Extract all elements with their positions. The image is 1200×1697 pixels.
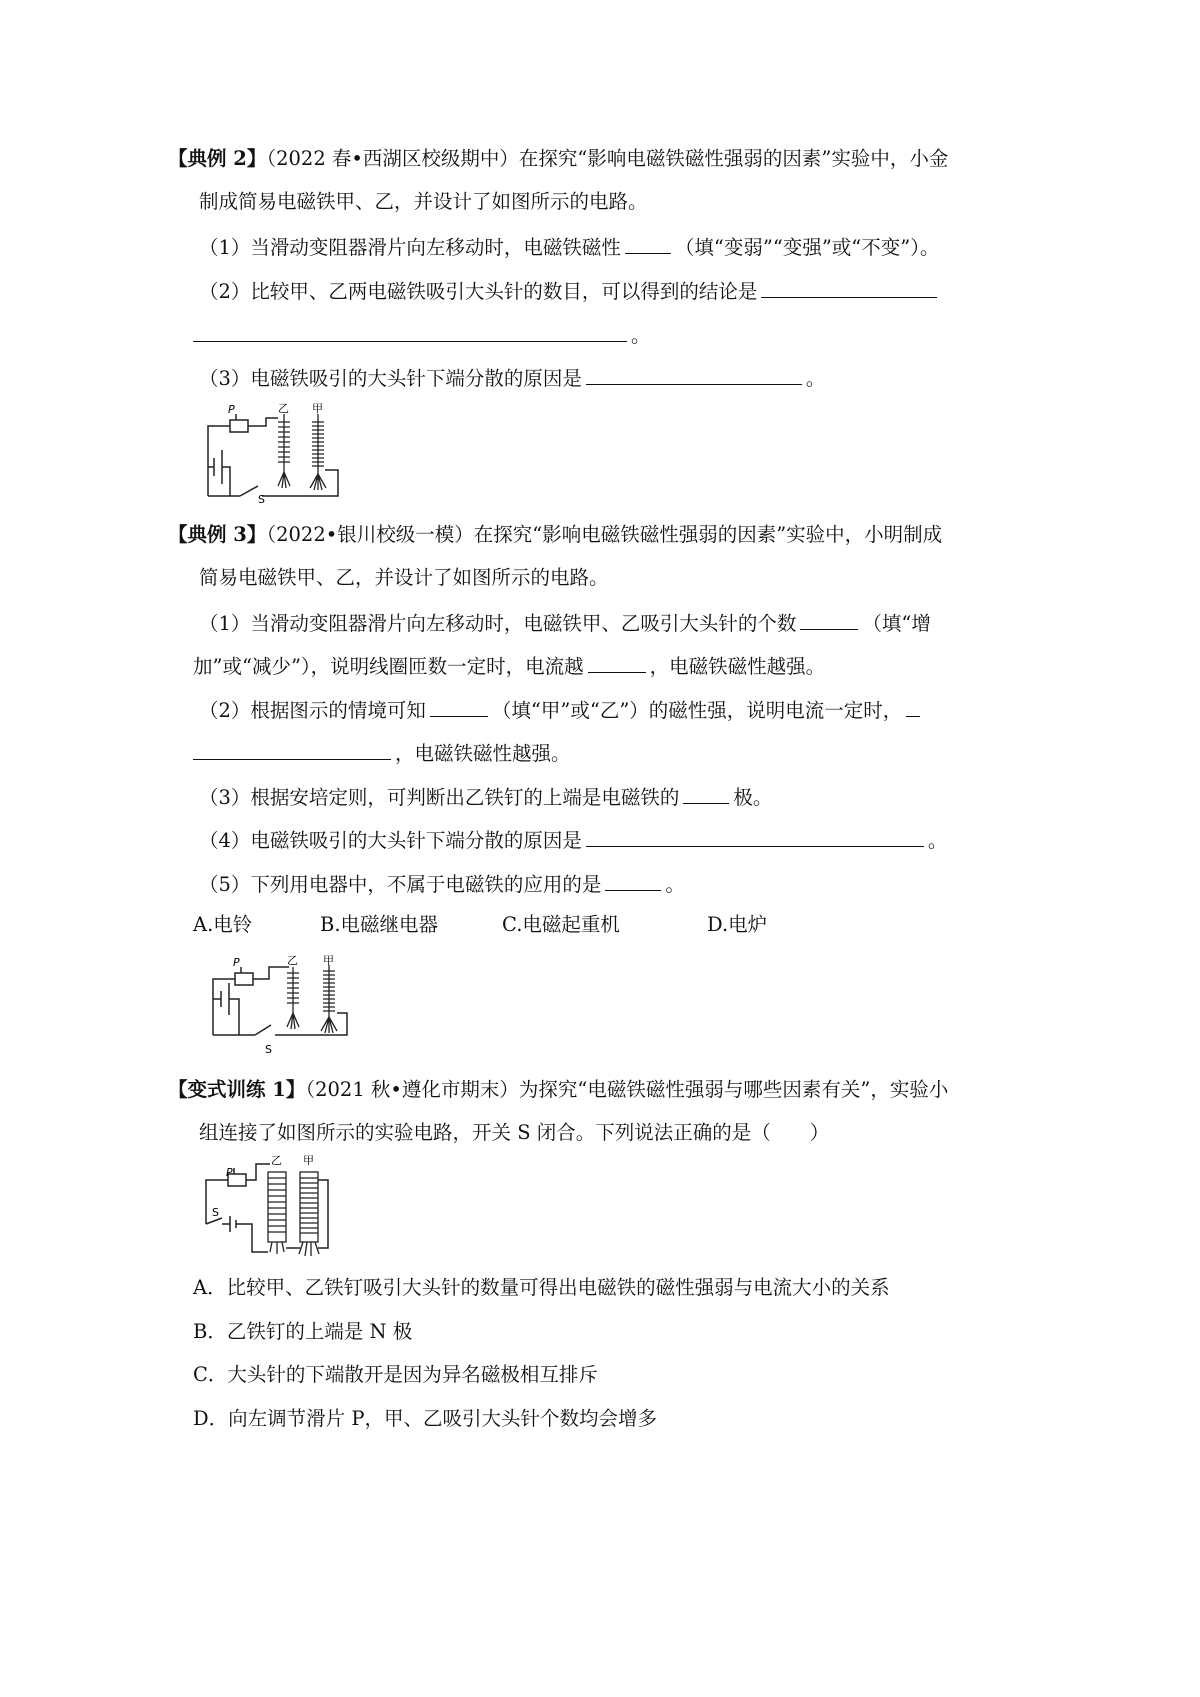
ex3-option-a[interactable]: A.电铃	[193, 913, 253, 936]
ex3-q4	[199, 826, 947, 853]
ex2-stem-line1: （2022 春•西湖区校级期中）在探究“影响电磁铁磁性强弱的因素”实验中，小金	[266, 147, 949, 170]
wire	[213, 979, 235, 1035]
ex3-q4-text: （4）电磁铁吸引的大头针下端分散的原因是	[199, 829, 582, 852]
ex3-q1	[199, 609, 931, 636]
ex3-circuit-figure	[205, 955, 360, 1060]
switch	[240, 486, 258, 496]
var1-stem-line1: （2021 秋•遵化市期末）为探究“电磁铁磁性强弱与哪些因素有关”，实验小	[305, 1078, 949, 1101]
ex3-q4-end: 。	[927, 829, 948, 852]
coil-yi	[278, 414, 290, 488]
var1-option-c[interactable]: C．大头针的下端散开是因为异名磁极相互排斥	[193, 1363, 598, 1386]
wire	[206, 1214, 268, 1252]
ex3-q3-end: 极。	[733, 786, 773, 809]
ex2-q1-hint: （填“变弱”“变强”或“不变”）。	[674, 236, 940, 259]
rheostat	[230, 420, 248, 432]
ex3-q2	[199, 696, 924, 723]
pins-yi	[287, 1013, 299, 1029]
ex3-q5	[199, 870, 685, 897]
ex3-q2-text-b: ，电磁铁磁性越强。	[395, 742, 571, 765]
ex3-q1-blank-a[interactable]	[800, 609, 858, 630]
ex3-q1-text: （1）当滑动变阻器滑片向左移动时，电磁铁甲、乙吸引大头针的个数	[199, 612, 797, 635]
ex2-q1-blank[interactable]	[625, 233, 671, 254]
ex2-q3	[199, 364, 825, 391]
pins-yi	[278, 472, 290, 488]
wire	[208, 426, 230, 496]
ex3-q2-cont	[193, 739, 571, 766]
label-p: P	[226, 1166, 233, 1179]
ex2-q3-end: 。	[805, 367, 826, 390]
var1-option-b[interactable]: B．乙铁钉的上端是 N 极	[193, 1320, 413, 1343]
battery	[221, 983, 229, 1015]
wire	[253, 967, 289, 979]
ex3-tag: 【典例 3】	[168, 523, 267, 546]
ex3-q1-cont	[193, 652, 825, 679]
battery	[214, 450, 222, 484]
label-yi: 乙	[278, 402, 289, 415]
ex2-q2-blank-b[interactable]	[193, 321, 627, 342]
var1-option-a[interactable]: A．比较甲、乙铁钉吸引大头针的数量可得出电磁铁的磁性强弱与电流大小的关系	[193, 1276, 890, 1299]
ex3-q5-blank[interactable]	[605, 870, 661, 891]
ex3-option-c[interactable]: C.电磁起重机	[502, 913, 620, 936]
ex3-q5-end: 。	[665, 873, 685, 896]
var1-circuit-figure	[200, 1152, 340, 1260]
pins-jia	[310, 474, 326, 490]
ex3-stem-line1: （2022•银川校级一模）在探究“影响电磁铁磁性强弱的因素”实验中，小明制成	[266, 523, 943, 546]
label-yi: 乙	[271, 1154, 282, 1167]
coil-jia	[299, 1172, 319, 1256]
label-yi: 乙	[287, 955, 298, 967]
pins-yi	[270, 1242, 284, 1254]
var1-stem-line2: 组连接了如图所示的实验电路，开关 S 闭合。下列说法正确的是（ ）	[199, 1121, 830, 1144]
ex3-q2-text: （2）根据图示的情境可知	[199, 699, 426, 722]
ex2-circuit-figure	[200, 400, 350, 505]
ex3-q2-blank-b-start[interactable]	[906, 696, 920, 717]
ex3-q1-text-c: ，电磁铁磁性越强。	[649, 655, 826, 678]
ex3-q2-hint: （填“甲”或“乙”）的磁性强，说明电流一定时，	[491, 699, 903, 722]
wire	[248, 418, 278, 426]
ex3-q5-text: （5）下列用电器中，不属于电磁铁的应用的是	[199, 873, 602, 896]
ex2-q3-text: （3）电磁铁吸引的大头针下端分散的原因是	[199, 367, 582, 390]
label-s: S	[265, 1043, 272, 1056]
ex2-q1-text: （1）当滑动变阻器滑片向左移动时，电磁铁磁性	[199, 236, 621, 259]
coil-yi	[287, 967, 299, 1029]
ex2-q2-end: 。	[631, 324, 651, 347]
ex3-q3	[199, 783, 772, 810]
ex3-stem-line2: 简易电磁铁甲、乙，并设计了如图所示的电路。	[199, 566, 609, 589]
coil-jia	[310, 414, 326, 490]
wire	[275, 1013, 347, 1035]
ex2-q2-blank-a[interactable]	[761, 277, 937, 298]
var1-title-line	[168, 1078, 948, 1102]
ex3-q2-blank-b[interactable]	[193, 739, 391, 760]
ex2-q1	[199, 233, 940, 260]
switch	[255, 1025, 271, 1035]
ex3-q1-text-b: 加”或“减少”），说明线圈匝数一定时，电流越	[193, 655, 584, 678]
ex3-q2-blank-a[interactable]	[430, 696, 488, 717]
pins-jia	[299, 1242, 319, 1256]
ex3-option-b[interactable]: B.电磁继电器	[320, 913, 439, 936]
label-jia: 甲	[323, 955, 334, 967]
ex2-tag: 【典例 2】	[168, 147, 267, 170]
wire	[262, 470, 338, 496]
wire	[213, 999, 239, 1035]
label-p: P	[233, 956, 240, 969]
ex3-q3-text: （3）根据安培定则，可判断出乙铁钉的上端是电磁铁的	[199, 786, 680, 809]
ex2-q2-text: （2）比较甲、乙两电磁铁吸引大头针的数目，可以得到的结论是	[199, 280, 758, 303]
ex3-q1-blank-b[interactable]	[588, 652, 646, 673]
coil-jia	[321, 965, 337, 1033]
wire	[246, 1164, 270, 1180]
ex2-stem-line2: 制成简易电磁铁甲、乙，并设计了如图所示的电路。	[199, 190, 648, 213]
label-s: S	[212, 1206, 219, 1219]
ex2-q2	[199, 277, 941, 304]
ex2-q3-blank[interactable]	[586, 364, 802, 385]
rheostat	[235, 973, 253, 985]
wire	[286, 1180, 328, 1248]
ex3-title-line	[168, 523, 942, 547]
ex2-q2-cont	[193, 321, 651, 348]
battery	[230, 1216, 236, 1232]
label-jia: 甲	[303, 1154, 314, 1167]
coil-yi	[268, 1172, 286, 1254]
ex3-q1-hint: （填“增	[862, 612, 931, 635]
label-s: S	[258, 493, 265, 505]
ex3-q3-blank[interactable]	[683, 783, 729, 804]
ex2-title-line	[168, 147, 948, 171]
ex3-option-d[interactable]: D.电炉	[707, 913, 768, 936]
var1-tag: 【变式训练 1】	[168, 1078, 306, 1101]
label-jia: 甲	[312, 402, 323, 415]
var1-option-d[interactable]: D．向左调节滑片 P，甲、乙吸引大头针个数均会增多	[193, 1407, 657, 1430]
pins-jia	[321, 1017, 337, 1033]
wire	[208, 467, 230, 496]
label-p: P	[228, 403, 235, 416]
ex3-q4-blank[interactable]	[586, 826, 924, 847]
